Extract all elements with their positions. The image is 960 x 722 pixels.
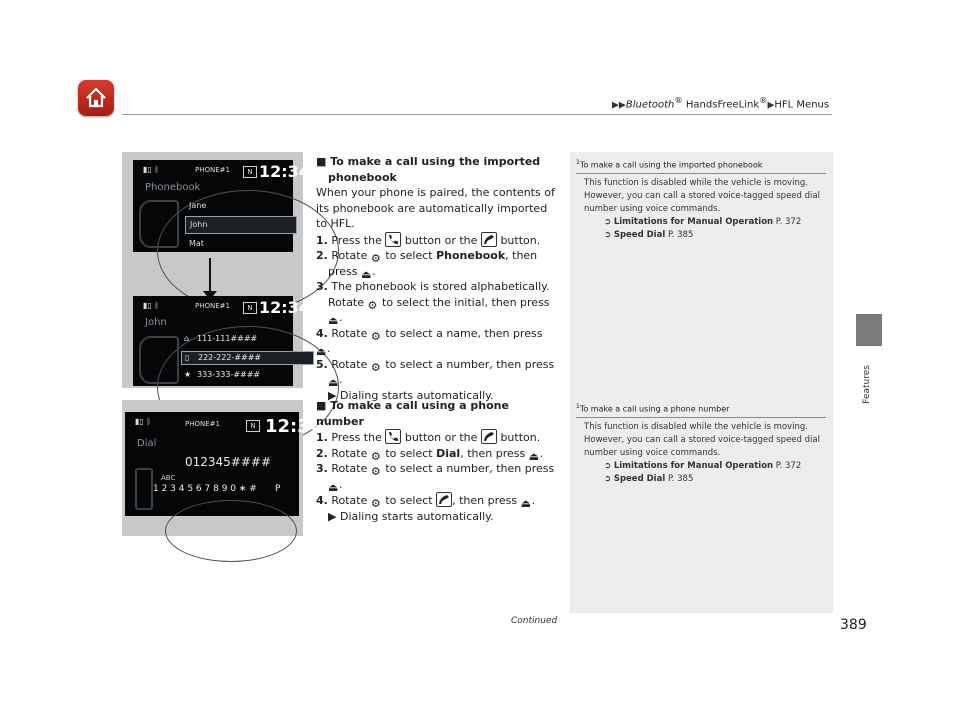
number-entry[interactable] bbox=[181, 333, 312, 345]
pick-up-button-icon bbox=[436, 492, 452, 507]
note-ref-speed-dial[interactable]: ➲ Speed Dial P. 385 bbox=[604, 473, 694, 484]
result-text: ▶ Dialing starts automatically. bbox=[328, 509, 494, 523]
interface-dial-icon: ⚙ bbox=[370, 465, 381, 478]
pick-up-button-icon bbox=[481, 232, 497, 247]
page-number: 389 bbox=[840, 617, 867, 633]
signal-icon: ▮▯ ᛒ bbox=[143, 165, 160, 174]
result-arrow-icon: ▶ bbox=[328, 509, 337, 523]
interface-dial-icon: ⚙ bbox=[367, 298, 378, 312]
n-indicator: N bbox=[246, 420, 260, 432]
home-icon bbox=[84, 86, 108, 110]
step-3-press: ⏏. bbox=[328, 477, 343, 494]
phonebook-list bbox=[185, 198, 297, 254]
n-indicator: N bbox=[243, 166, 257, 178]
header-rule bbox=[122, 114, 832, 115]
ref-arrow-icon: ➲ bbox=[604, 460, 612, 471]
home-icon: ⌂ bbox=[184, 334, 190, 343]
section-imported-phonebook bbox=[316, 154, 556, 403]
pick-up-button-icon bbox=[481, 429, 497, 444]
step-2: 2. Rotate ⚙ to select Dial, then press ⏏. bbox=[316, 446, 544, 463]
digit-selector[interactable] bbox=[153, 484, 257, 494]
press-icon: ⏏ bbox=[328, 376, 339, 389]
press-icon: ⏏ bbox=[328, 480, 339, 494]
ref-arrow-icon: ➲ bbox=[604, 473, 612, 484]
step-3-cont: Rotate ⚙ to select the initial, then press bbox=[328, 295, 550, 312]
note-heading: $^1$To make a call using the imported phonebook bbox=[576, 156, 826, 174]
breadcrumb-bluetooth[interactable]: Bluetooth bbox=[625, 99, 675, 111]
note-ref-limitations[interactable]: ➲ Limitations for Manual Operation P. 372 bbox=[604, 460, 802, 471]
step-2-cont: press ⏏. bbox=[328, 264, 376, 281]
interface-dial-icon: ⚙ bbox=[370, 497, 381, 510]
dialed-number: 012345#### bbox=[185, 455, 272, 469]
note-text: This function is disabled while the vehicle is moving. However, you can call a stored voice-tagged speed dial number using voice commands. bbox=[584, 177, 820, 214]
interface-dial-icon: ⚙ bbox=[370, 252, 381, 265]
number-text: 333-333-#### bbox=[197, 370, 261, 379]
note-heading: $^1$To make a call using a phone number bbox=[576, 400, 826, 418]
ref-arrow-icon: ➲ bbox=[604, 229, 612, 240]
press-icon: ⏏ bbox=[361, 267, 372, 281]
notes-column bbox=[570, 152, 833, 613]
section-heading: ■ To make a call using a phone number bbox=[316, 399, 509, 428]
step-2: 2. Rotate ⚙ to select Phonebook, then bbox=[316, 249, 538, 265]
phone-button-icon bbox=[385, 429, 401, 444]
phone-button-icon bbox=[385, 232, 401, 247]
note-ref-speed-dial[interactable]: ➲ Speed Dial P. 385 bbox=[604, 229, 694, 240]
phone-label: PHONE#1 bbox=[185, 420, 220, 428]
phone-handset-graphic bbox=[135, 468, 153, 510]
step-4: 4. Rotate ⚙ to select a name, then press ⏏. bbox=[316, 326, 543, 358]
registered-mark: ® bbox=[759, 95, 768, 105]
number-text: 111-111#### bbox=[197, 334, 258, 343]
screen-title: John bbox=[145, 317, 167, 328]
screen-phonebook bbox=[133, 160, 310, 252]
interface-dial-icon: ⚙ bbox=[370, 449, 381, 463]
section-label: Features bbox=[862, 365, 872, 404]
step-3: 3. Rotate ⚙ to select a number, then press bbox=[316, 462, 555, 478]
breadcrumb-arrow-icon: ▶ bbox=[767, 100, 775, 111]
arc-graphic bbox=[165, 500, 297, 562]
press-icon: ⏏ bbox=[316, 345, 327, 358]
list-item-selected[interactable]: John bbox=[185, 216, 297, 234]
step-5-press: ⏏. bbox=[328, 373, 343, 389]
section-phone-number bbox=[316, 398, 556, 524]
clock: 12:34 bbox=[259, 298, 310, 317]
breadcrumb-arrow-icon: ▶▶ bbox=[612, 100, 626, 111]
section-tab bbox=[856, 314, 882, 346]
phone-label: PHONE#1 bbox=[195, 166, 230, 174]
screen-title: Dial bbox=[137, 438, 157, 449]
result-text: ▶ Dialing starts automatically. bbox=[328, 388, 494, 402]
continued-label: Continued bbox=[511, 616, 558, 626]
number-entry-selected[interactable] bbox=[181, 351, 314, 365]
press-icon: ⏏ bbox=[520, 497, 532, 510]
section-heading-cont: phonebook bbox=[328, 170, 397, 184]
screen-title: Phonebook bbox=[145, 182, 201, 193]
home-button[interactable] bbox=[78, 80, 114, 116]
note-text: This function is disabled while the vehicle is moving. However, you can call a stored voice-tagged speed dial number using voice commands. bbox=[584, 421, 820, 458]
step-3-press: ⏏. bbox=[328, 311, 343, 327]
note-phone-number bbox=[576, 400, 826, 486]
note-ref-limitations[interactable]: ➲ Limitations for Manual Operation P. 372 bbox=[604, 216, 802, 227]
star-icon: ★ bbox=[184, 370, 192, 379]
list-item[interactable]: Mat bbox=[189, 239, 204, 248]
screen-dial bbox=[125, 412, 323, 516]
step-4: 4. Rotate ⚙ to select , then press ⏏. bbox=[316, 494, 536, 510]
interface-dial-icon: ⚙ bbox=[370, 360, 381, 374]
screen-john bbox=[133, 296, 310, 386]
note-imported-phonebook bbox=[576, 156, 826, 242]
step-1: 1. Press the button or the button. bbox=[316, 431, 541, 444]
number-entry[interactable] bbox=[181, 369, 312, 381]
digit-row[interactable]: 1 2 3 4 5 6 7 8 9 0 ∗ # bbox=[153, 484, 257, 494]
result-arrow-icon: ▶ bbox=[328, 388, 337, 402]
mobile-icon: ▯ bbox=[185, 353, 190, 362]
breadcrumb-hfl-menus[interactable]: HFL Menus bbox=[774, 99, 830, 111]
intro-text: When your phone is paired, the contents of its phonebook are automatically imported to HFL. bbox=[316, 186, 555, 230]
clock: 12:34 bbox=[265, 416, 323, 437]
breadcrumb bbox=[612, 95, 829, 110]
section-heading: ■ To make a call using the imported bbox=[316, 155, 541, 168]
press-icon: ⏏ bbox=[328, 314, 339, 327]
abc-label: ABC bbox=[161, 474, 176, 482]
number-text: 222-222-#### bbox=[198, 353, 262, 362]
step-5: 5. Rotate ⚙ to select a number, then press bbox=[316, 357, 555, 374]
pause-key[interactable]: P bbox=[275, 484, 281, 494]
phone-label: PHONE#1 bbox=[195, 302, 230, 310]
clock: 12:34 bbox=[259, 162, 310, 181]
signal-icon: ▮▯ ᛒ bbox=[135, 417, 152, 426]
press-icon: ⏏ bbox=[528, 449, 540, 463]
interface-dial-icon: ⚙ bbox=[370, 329, 381, 343]
ref-arrow-icon: ➲ bbox=[604, 216, 612, 227]
step-3: 3. The phonebook is stored alphabetically. bbox=[316, 280, 550, 293]
registered-mark: ® bbox=[674, 95, 683, 105]
signal-icon: ▮▯ ᛒ bbox=[143, 301, 160, 310]
breadcrumb-hfl[interactable]: HandsFreeLink bbox=[682, 99, 760, 111]
n-indicator: N bbox=[243, 302, 257, 314]
list-item[interactable]: Jane bbox=[189, 201, 207, 210]
step-1: 1. Press the button or the button. bbox=[316, 233, 541, 247]
